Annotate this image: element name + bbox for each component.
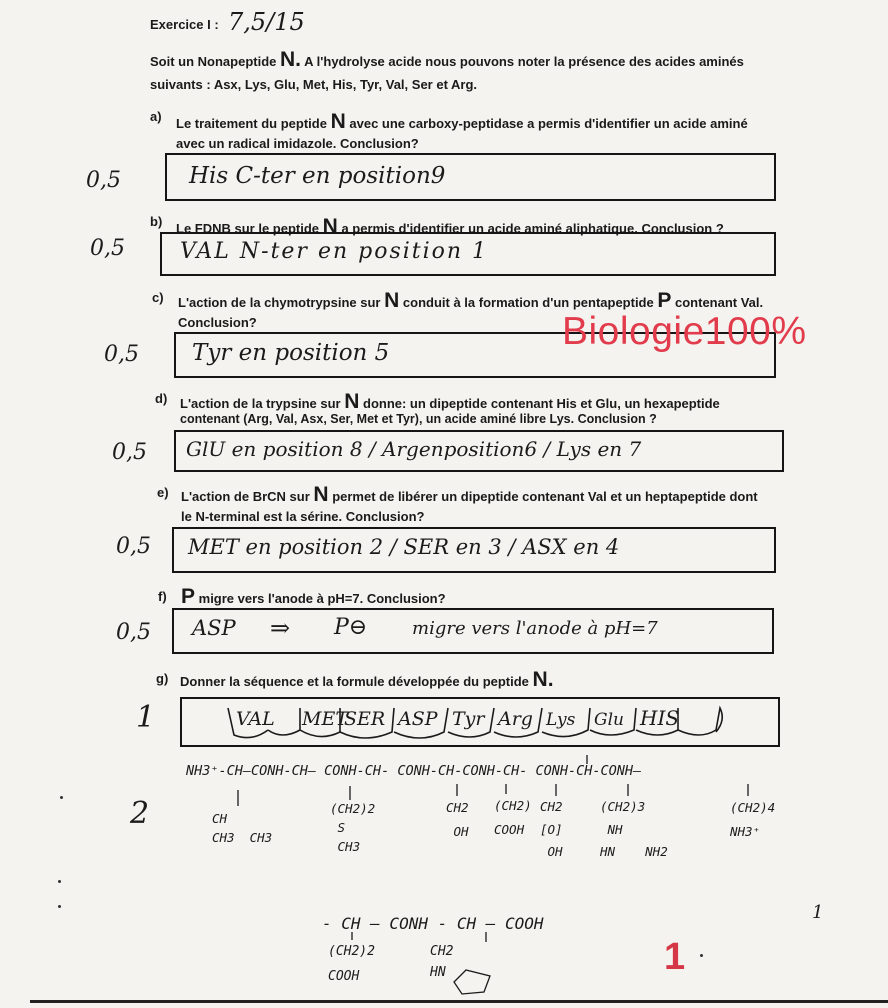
formula-tail-chain: - CH — CONH - CH — COOH	[322, 914, 544, 933]
formula-side-asp: (CH2) COOH	[494, 798, 532, 837]
question-c-text-2: Conclusion?	[178, 315, 257, 330]
sequence-residue-9: HIS	[640, 706, 680, 730]
answer-d: GlU en position 8 / Argenposition6 / Lys en 7	[186, 437, 642, 461]
formula-side-val: CH CH3 CH3	[212, 811, 273, 845]
watermark-text: Biologie100%	[562, 310, 807, 353]
sequence-residue-8: Glu	[594, 710, 624, 730]
formula-side-ser: CH2 OH	[446, 800, 469, 839]
question-d-text: L'action de la trypsine sur N donne: un dipeptide contenant His et Glu, un hexapeptide	[180, 390, 720, 413]
question-g-label: g)	[156, 671, 169, 686]
answer-box-d	[174, 430, 784, 472]
exercise-grade: 7,5/15	[228, 8, 305, 36]
answer-box-a	[165, 153, 776, 201]
answer-f-text: migre vers l'anode à pH=7	[412, 618, 658, 639]
page-number: 1	[664, 936, 686, 978]
question-a-label: a)	[150, 109, 162, 124]
answer-box-b	[160, 232, 776, 276]
question-e-text-2: le N-terminal est la sérine. Conclusion?	[181, 509, 425, 524]
question-g-text: Donner la séquence et la formule développée du peptide N.	[180, 668, 554, 691]
sequence-residue-6: Arg	[498, 708, 533, 730]
answer-f-aa: ASP	[192, 616, 236, 640]
formula-main-chain: NH3⁺-CH—CONH-CH— CONH-CH- CONH-CH-CONH-CH- CONH-CH-CONH—	[186, 763, 642, 779]
intro-line-2: suivants : Asx, Lys, Glu, Met, His, Tyr, Val, Ser et Arg.	[150, 77, 478, 92]
sequence-residue-1: VAL	[236, 708, 275, 730]
answer-a: His C-ter en position9	[189, 163, 446, 189]
question-c-label: c)	[152, 290, 164, 305]
score-c: 0,5	[104, 342, 139, 367]
answer-e: MET en position 2 / SER en 3 / ASX en 4	[188, 535, 620, 559]
exercise-title: Exercice I :	[150, 17, 219, 32]
formula-side-lys: (CH2)4 NH3⁺	[730, 800, 776, 839]
sequence-residue-4: ASP	[398, 708, 438, 730]
scan-speck	[60, 796, 63, 799]
sequence-residue-5: Tyr	[452, 708, 485, 730]
question-c-text: L'action de la chymotrypsine sur N conduit à la formation d'un pentapeptide P contenant Val.	[178, 289, 764, 312]
sequence-mark: 1	[136, 700, 156, 735]
formula-side-tyr: CH2 [O] OH	[540, 799, 563, 859]
formula-mark: 2	[130, 796, 150, 831]
scan-speck	[700, 954, 703, 957]
question-b-label: b)	[150, 214, 163, 229]
question-e-label: e)	[157, 485, 169, 500]
question-d-text-2: contenant (Arg, Val, Asx, Ser, Met et Tyr), un acide aminé libre Lys. Conclusion ?	[180, 412, 657, 426]
question-b-text: Le FDNB sur le peptide N a permis d'identifier un acide aminé aliphatique. Conclusion ?	[176, 215, 724, 238]
page-bottom-edge	[30, 1000, 888, 1003]
score-d: 0,5	[112, 440, 147, 465]
answer-b: VAL N-ter en position 1	[180, 239, 489, 264]
scan-speck	[58, 880, 61, 883]
scan-speck	[58, 905, 61, 908]
sequence-residue-7: Lys	[546, 710, 576, 730]
question-f-text: P migre vers l'anode à pH=7. Conclusion?	[181, 585, 446, 608]
question-a-text: Le traitement du peptide N avec une carboxy-peptidase a permis d'identifier un acide aminé	[176, 110, 748, 133]
sequence-residue-2: MET	[302, 708, 348, 730]
score-b: 0,5	[90, 236, 125, 261]
answer-box-e	[172, 527, 776, 573]
question-f-label: f)	[158, 589, 167, 604]
answer-box-f	[172, 608, 774, 654]
score-a: 0,5	[86, 168, 121, 193]
answer-f-p: P⊖	[334, 615, 368, 640]
question-a-text-2: avec un radical imidazole. Conclusion?	[176, 136, 419, 151]
formula-side-met: (CH2)2 S CH3	[330, 801, 376, 854]
question-d-label: d)	[155, 391, 168, 406]
score-e: 0,5	[116, 534, 151, 559]
sequence-residue-3: SER	[344, 708, 386, 730]
formula-tail-glu: (CH2)2 COOH	[328, 944, 375, 984]
intro-line-1: Soit un Nonapeptide N. A l'hydrolyse acide nous pouvons noter la présence des acides aminés	[150, 48, 744, 71]
score-f: 0,5	[116, 620, 151, 645]
formula-tail-his: CH2 HN	[430, 944, 454, 980]
question-e-text: L'action de BrCN sur N permet de libérer un dipeptide contenant Val et un heptapeptide dont	[181, 483, 758, 506]
arrow-icon: ⇒	[270, 614, 291, 642]
answer-c: Tyr en position 5	[192, 340, 390, 366]
margin-mark-right: 1	[812, 902, 824, 923]
formula-side-arg: (CH2)3 NH HN NH2	[600, 799, 668, 859]
